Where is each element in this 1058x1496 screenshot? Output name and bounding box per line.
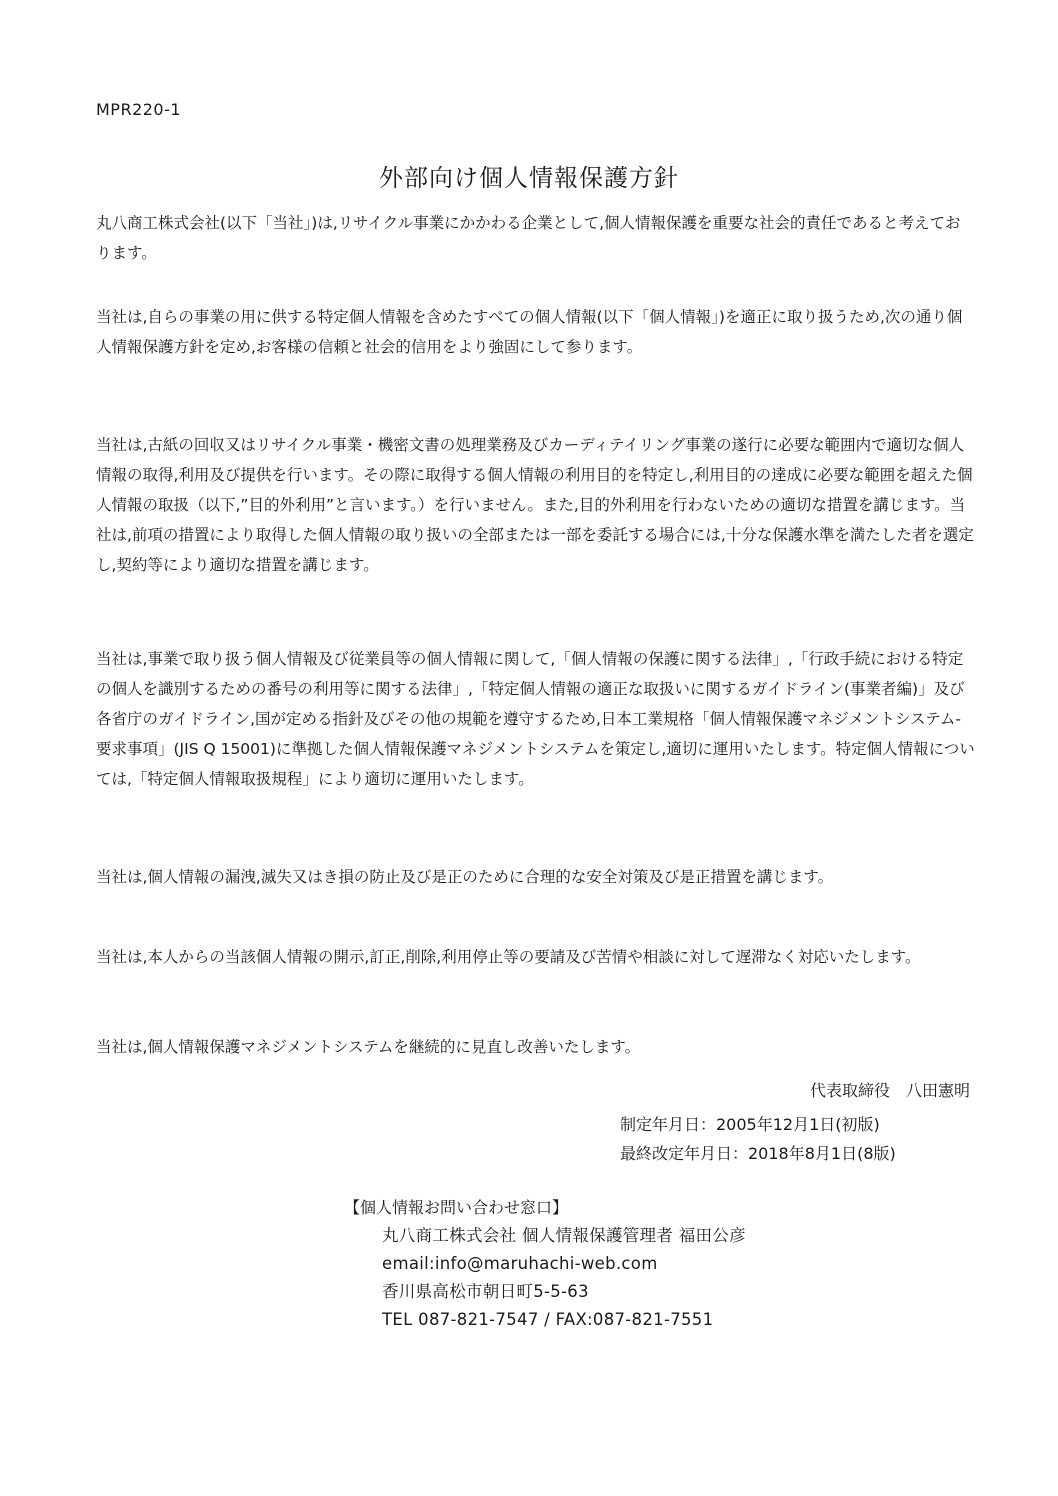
page-title: 外部向け個人情報保護方針 (379, 164, 679, 192)
contact-address: 香川県高松市朝日町5-5-63 (382, 1282, 589, 1301)
policy-paragraph-intro: 丸八商工株式会社(以下「当社」)は,リサイクル事業にかかわる企業として,個人情報保護を重要な社会的責任であると考えております。 (96, 214, 961, 262)
policy-paragraph-compliance: 当社は,事業で取り扱う個人情報及び従業員等の個人情報に関して,「個人情報の保護に関する法律」,「行政手続における特定の個人を識別するための番号の利用等に関する法律」,「特定個人情報の適正な取扱いに関するガイドライン(事業者編)」及び各省庁のガイドライン,国が定める指針及びその他の規範を遵守するため,日本工業規格「個人情報保護マネジメントシステム-要求事項」(JIS Q 15001)に準拠した個人情報保護マネジメントシステムを策定し,適切に運用いたします。特定個人情報については,「特定個人情報取扱規程」により適切に運用いたします。 (96, 650, 975, 788)
contact-phone: TEL 087-821-7547 / FAX:087-821-7551 (382, 1310, 714, 1329)
contact-company: 丸八商工株式会社 個人情報保護管理者 福田公彦 (382, 1226, 746, 1245)
policy-paragraph-disclosure: 当社は,本人からの当該個人情報の開示,訂正,削除,利用停止等の要請及び苦情や相談に対して遅滞なく対応いたします。 (96, 948, 921, 966)
policy-paragraph-acquisition: 当社は,古紙の回収又はリサイクル事業・機密文書の処理業務及びカーディテイリング事業の遂行に必要な範囲内で適切な個人情報の取得,利用及び提供を行います。その際に取得する個人情報の利用目的を特定し,利用目的の達成に必要な範囲を超えた個人情報の取扱（以下,”目的外利用”と言います。）を行いません。また,目的外利用を行わないための適切な措置を講じます。当社は,前項の措置により取得した個人情報の取り扱いの全部または一部を委託する場合には,十分な保護水準を満たした者を選定し,契約等により適切な措置を講じます。 (96, 436, 974, 574)
signature: 代表取締役 八田憲明 (809, 1081, 970, 1100)
revision-dates (620, 1110, 896, 1168)
revised-date: 最終改定年月日：2018年8月1日(8版) (620, 1144, 896, 1163)
policy-paragraph-purpose: 当社は,自らの事業の用に供する特定個人情報を含めたすべての個人情報(以下「個人情報」)を適正に取り扱うため,次の通り個人情報保護方針を定め,お客様の信頼と社会的信用をより強固にして参ります。 (96, 308, 963, 356)
contact-block (382, 1222, 746, 1334)
established-date: 制定年月日：2005年12月1日(初版) (620, 1115, 880, 1134)
policy-paragraph-improvement: 当社は,個人情報保護マネジメントシステムを継続的に見直し改善いたします。 (96, 1038, 641, 1056)
document-id: MPR220-1 (96, 100, 182, 119)
policy-paragraph-security: 当社は,個人情報の漏洩,滅失又はき損の防止及び是正のために合理的な安全対策及び是正措置を講じます。 (96, 868, 834, 886)
contact-heading: 【個人情報お問い合わせ窓口】 (344, 1198, 569, 1217)
contact-email: email:info@maruhachi-web.com (382, 1254, 658, 1273)
